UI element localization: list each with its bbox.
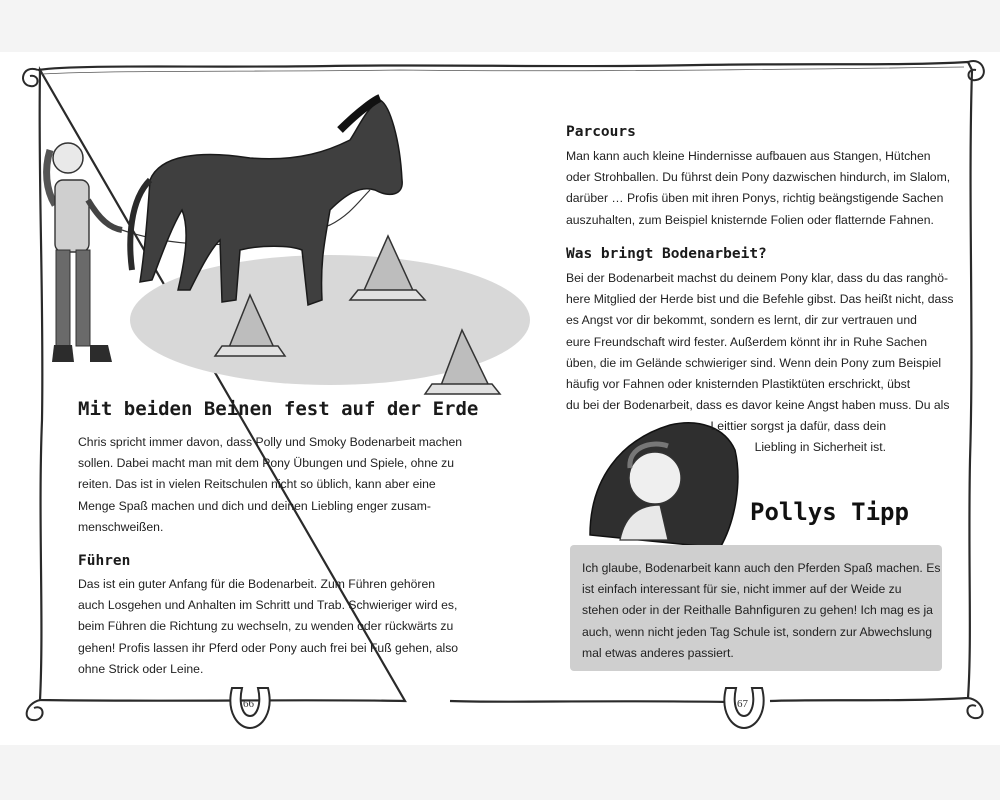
tipp-body [582, 558, 940, 664]
text-line: Menge Spaß machen und dich und deinen Liebling enger zusam- [78, 498, 431, 513]
text-line: gehen! Profis lassen ihr Pferd oder Pony auch frei bei Fuß gehen, also [78, 640, 459, 655]
section-fuehren-body [78, 574, 458, 680]
left-heading: Mit beiden Beinen fest auf der Erde [78, 398, 479, 420]
left-intro [78, 432, 462, 538]
text-line: auch, wenn nicht jeden Tag Schule ist, sondern zur Abwechslung [582, 624, 933, 639]
text-line: ist einfach interessant für sie, nicht immer auf der Weide zu [582, 582, 902, 597]
section-title-fuehren: Führen [78, 553, 131, 569]
text-line: ohne Strick oder Leine. [78, 661, 204, 676]
text-line: mal etwas anderes passiert. [582, 645, 734, 660]
text-line: beim Führen die Richtung zu wechseln, zu wenden oder rückwärts zu [78, 619, 454, 634]
page-number-right: 67 [737, 698, 748, 710]
text-line: auch Losgehen und Anhalten im Schritt und Trab. Schwieriger wird es, [78, 598, 458, 613]
text-line: Das ist ein guter Anfang für die Bodenarbeit. Zum Führen gehören [78, 577, 436, 591]
text-line: Liebling in Sicherheit ist. [754, 440, 886, 455]
section-parcours-body [566, 146, 950, 231]
section-bodenarbeit-body [566, 268, 954, 416]
tipp-title: Pollys Tipp [750, 498, 909, 526]
text-line: üben, die im Gelände schwieriger sind. Wenn dein Pony zum Beispiel [566, 355, 942, 370]
text-line: Ich glaube, Bodenarbeit kann auch den Pferden Spaß machen. Es [582, 561, 941, 575]
text-line: stehen oder in der Reithalle Bahnfiguren zu gehen! Ich mag es ja [582, 603, 933, 618]
text-line: reiten. Das ist in vielen Reitschulen nicht so üblich, kann aber eine [78, 477, 436, 492]
text-line: menschweißen. [78, 519, 164, 534]
text-line: Chris spricht immer davon, dass Polly und Smoky Bodenarbeit machen [78, 435, 463, 449]
section-title-parcours: Parcours [566, 124, 636, 140]
text-line: oder Strohballen. Du führst dein Pony dazwischen hindurch, im Slalom, [566, 170, 951, 185]
text-line: Leittier sorgst ja dafür, dass dein [710, 419, 886, 433]
section-title-bodenarbeit: Was bringt Bodenarbeit? [566, 246, 767, 262]
section-bodenarbeit-wrap [711, 416, 886, 458]
text-line: eure Freundschaft wird fester. Außerdem könnt ihr in Ruhe Sachen [566, 334, 928, 349]
text-line: du bei der Bodenarbeit, dass es davor keine Angst haben muss. Du als [566, 398, 950, 413]
text-line: auszuhalten, zum Beispiel knisternde Folien oder flatternde Fahnen. [566, 212, 934, 227]
text-line: Man kann auch kleine Hindernisse aufbauen aus Stangen, Hütchen [566, 149, 931, 163]
text-line: darüber … Profis üben mit ihren Ponys, richtig beängstigende Sachen [566, 191, 944, 206]
text-line: here Mitglied der Herde bist und die Befehle gibst. Das heißt nicht, dass [566, 292, 954, 307]
text-line: es Angst vor dir bekommt, sondern es lernt, dir zur vertrauen und [566, 313, 917, 328]
text-line: Bei der Bodenarbeit machst du deinem Pony klar, dass du das ranghö- [566, 271, 949, 285]
page-number-left: 66 [243, 698, 254, 710]
text-line: sollen. Dabei macht man mit dem Pony Übungen und Spiele, ohne zu [78, 456, 455, 471]
girl-illustration [47, 143, 122, 362]
text-line: häufig vor Fahnen oder knisternden Plastiktüten erschrickt, übst [566, 376, 911, 391]
